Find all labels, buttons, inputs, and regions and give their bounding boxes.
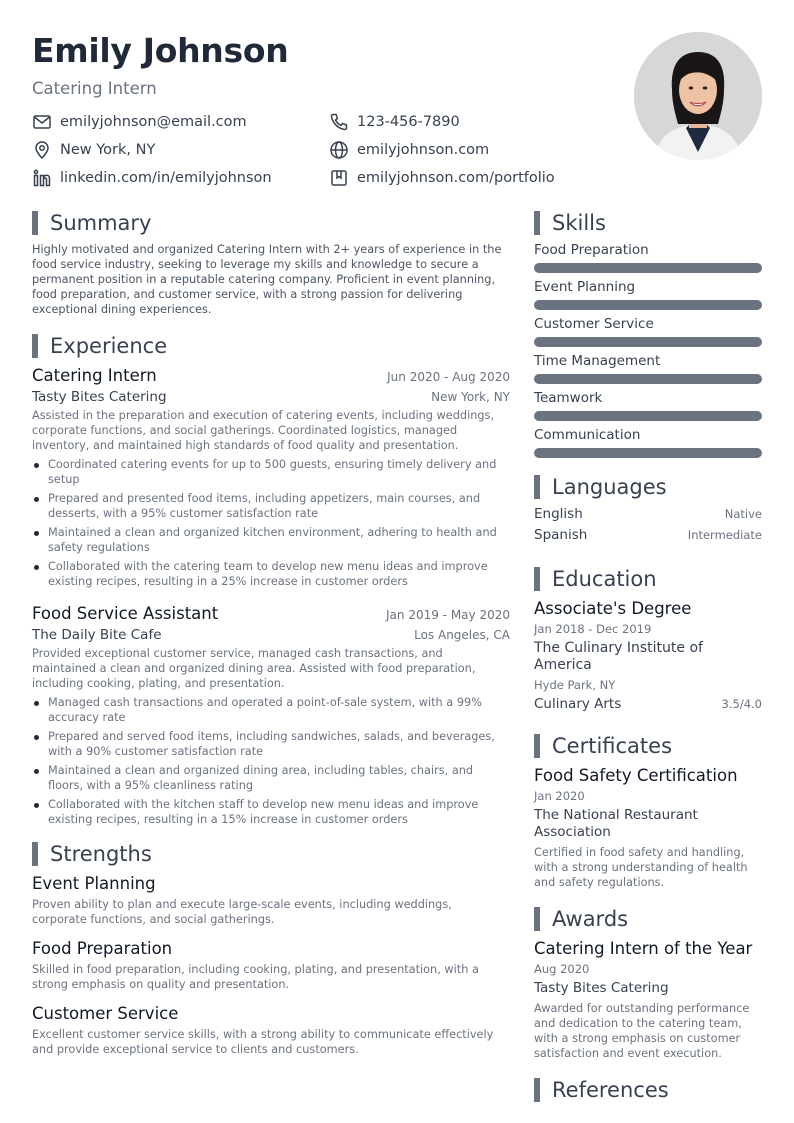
section-title: Experience [50,334,168,358]
certificate-entry [534,765,762,890]
summary-text: Highly motivated and organized Catering Intern with 2+ years of experience in the food service industry, seeking to leverage my skills and knowledge to secure a permanent position in a reputable catering company. Proficient in event planning, food preparation, and customer service, with a strong passion for delivering exceptional dining experiences. [32,243,502,316]
certificate-title: Food Safety Certification [534,766,738,785]
job-location: Los Angeles, CA [414,628,510,642]
skill-name: Communication [534,427,641,443]
experience-entry [32,603,510,827]
contact-location-text: New York, NY [60,142,156,158]
job-bullets [32,457,510,589]
resume-header [32,28,592,100]
education-field-row [534,696,762,717]
contact-website-text: emilyjohnson.com [357,142,490,158]
section-marker [534,211,540,235]
contact-location [32,140,329,160]
skill-name: Event Planning [534,279,636,295]
language-item [534,506,762,527]
strength-item [32,873,510,927]
section-title: Skills [552,211,606,235]
certificate-issuer: The National Restaurant Association [534,807,698,840]
job-bullet: Collaborated with the catering team to develop new menu ideas and improve existing recipes, resulting in a 25% increase in customer orders [32,559,510,589]
contact-email-text: emilyjohnson@email.com [60,114,247,130]
section-marker [534,907,540,931]
linkedin-icon [32,168,52,188]
language-name: English [534,506,583,522]
skills-heading [534,210,762,236]
skill-item [534,427,762,458]
section-title: References [552,1078,669,1102]
section-marker [32,842,38,866]
strength-title: Food Preparation [32,939,173,958]
section-title: Awards [552,907,629,931]
skill-name: Food Preparation [534,242,649,258]
award-description: Awarded for outstanding performance and dedication to the catering team, with a strong emphasis on customer satisfaction and event execution. [534,1002,750,1060]
globe-icon [329,140,349,160]
language-name: Spanish [534,527,588,543]
skill-item [534,353,762,384]
job-description: Provided exceptional customer service, managed cash transactions, and maintained a clean and organized dining area. Assisted with food preparation, including cooking, plating, and presentation. [32,647,476,690]
skill-level-bar [534,300,762,310]
education-entry [534,598,762,717]
bookmark-icon [329,168,349,188]
language-level: Native [724,507,762,521]
job-location: New York, NY [431,390,510,404]
candidate-name: Emily Johnson [32,31,289,70]
contact-phone[interactable] [329,112,592,132]
skill-level-bar [534,374,762,384]
contact-list [32,112,592,188]
contact-linkedin-text: linkedin.com/in/emilyjohnson [60,170,272,186]
phone-icon [329,112,349,132]
education-gpa: 3.5/4.0 [721,697,762,711]
skill-name: Customer Service [534,316,654,332]
skill-level-bar [534,263,762,273]
profile-photo [634,32,762,160]
experience-entry [32,365,510,589]
strength-title: Event Planning [32,874,156,893]
section-marker [32,334,38,358]
job-bullet: Maintained a clean and organized dining area, including tables, chairs, and floors, with a 95% cleanliness rating [32,763,510,793]
contact-phone-text: 123-456-7890 [357,114,460,130]
skill-level-bar [534,337,762,347]
strength-item [32,1003,510,1057]
section-title: Certificates [552,734,673,758]
skill-name: Teamwork [534,390,603,406]
summary-heading [32,210,510,236]
job-company: Tasty Bites Catering [32,389,167,405]
awards-heading [534,906,762,932]
job-bullet: Prepared and presented food items, including appetizers, main courses, and desserts, with a 95% customer satisfaction rate [32,491,510,521]
language-item [534,527,762,548]
location-pin-icon [32,140,52,160]
contact-portfolio-text: emilyjohnson.com/portfolio [357,170,555,186]
strength-description: Skilled in food preparation, including cooking, plating, and presentation, with a strong emphasis on quality and presentation. [32,963,479,991]
experience-heading [32,333,510,359]
language-level: Intermediate [687,528,762,542]
award-issuer: Tasty Bites Catering [534,980,669,996]
right-column [534,210,762,1109]
education-heading [534,566,762,592]
strength-title: Customer Service [32,1004,179,1023]
strengths-heading [32,841,510,867]
certificate-description: Certified in food safety and handling, with a strong understanding of health and safety regulations. [534,846,748,889]
certificates-heading [534,733,762,759]
job-bullet: Coordinated catering events for up to 500 guests, ensuring timely delivery and setup [32,457,510,487]
section-title: Summary [50,211,152,235]
education-school: The Culinary Institute of America [534,640,703,673]
award-title: Catering Intern of the Year [534,939,753,958]
education-field: Culinary Arts [534,696,622,712]
education-location: Hyde Park, NY [534,678,616,692]
job-bullet: Maintained a clean and organized kitchen environment, adhering to health and safety regulations [32,525,510,555]
certificate-date: Jan 2020 [534,789,585,803]
skills-list [534,242,762,458]
contact-website[interactable] [329,140,592,160]
skill-level-bar [534,411,762,421]
skill-name: Time Management [534,353,661,369]
section-marker [534,734,540,758]
job-dates: Jun 2020 - Aug 2020 [387,370,510,384]
section-title: Education [552,567,657,591]
skill-level-bar [534,448,762,458]
award-entry [534,938,762,1061]
strength-item [32,938,510,992]
section-title: Strengths [50,842,152,866]
skill-item [534,279,762,310]
section-title: Languages [552,475,667,499]
section-marker [534,1078,540,1102]
job-company: The Daily Bite Cafe [32,627,162,643]
job-bullets [32,695,510,827]
job-bullet: Prepared and served food items, including sandwiches, salads, and beverages, with a 90% customer satisfaction rate [32,729,510,759]
references-heading [534,1077,762,1103]
job-dates: Jan 2019 - May 2020 [386,608,510,622]
award-date: Aug 2020 [534,962,590,976]
candidate-title: Catering Intern [32,79,157,98]
job-bullet: Collaborated with the kitchen staff to develop new menu ideas and improve existing recipes, resulting in a 15% increase in customer orders [32,797,510,827]
section-marker [32,211,38,235]
strength-description: Excellent customer service skills, with a strong ability to communicate effectively and provide exceptional service to clients and customers. [32,1028,494,1056]
languages-list [534,506,762,548]
left-column [32,210,510,1068]
contact-email[interactable] [32,112,329,132]
skill-item [534,242,762,273]
education-dates: Jan 2018 - Dec 2019 [534,622,652,636]
contact-linkedin[interactable] [32,168,329,188]
skill-item [534,390,762,421]
job-bullet: Managed cash transactions and operated a point-of-sale system, with a 99% accuracy rate [32,695,510,725]
mail-icon [32,112,52,132]
job-title: Food Service Assistant [32,604,219,623]
contact-portfolio[interactable] [329,168,592,188]
job-description: Assisted in the preparation and execution of catering events, including weddings, corporate functions, and social gatherings. Coordinated logistics, managed inventory, and maintained high standards of food quality and presentation. [32,409,495,452]
skill-item [534,316,762,347]
section-marker [534,475,540,499]
job-title: Catering Intern [32,366,157,385]
section-marker [534,567,540,591]
strength-description: Proven ability to plan and execute large-scale events, including weddings, corporate functions, and social gatherings. [32,898,452,926]
languages-heading [534,474,762,500]
education-degree: Associate's Degree [534,599,692,618]
